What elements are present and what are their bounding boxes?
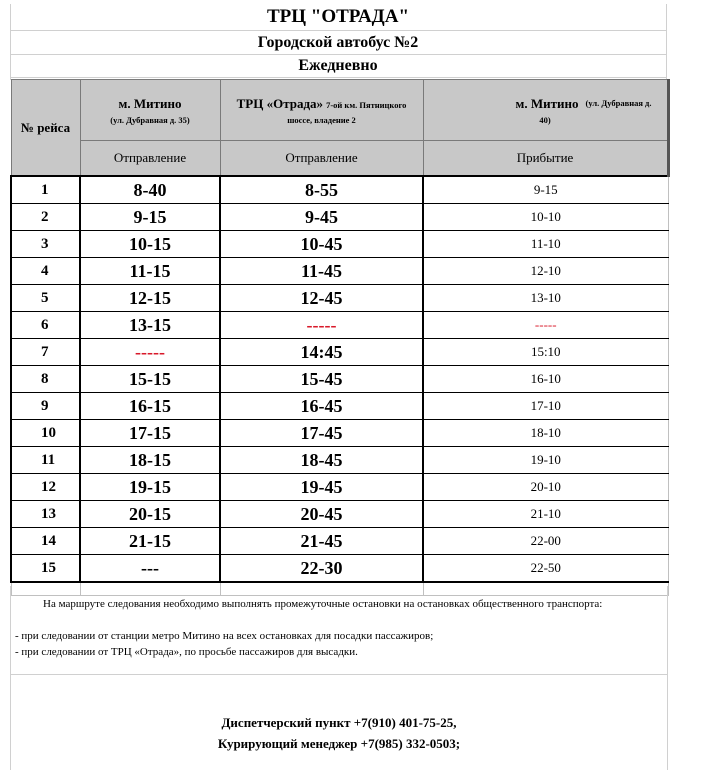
contacts [10, 675, 668, 770]
departure-otrada: ----- [220, 312, 423, 339]
page-title: ТРЦ "ОТРАДА" [10, 4, 666, 31]
departure-mitino: 20-15 [80, 501, 220, 528]
arrival-header-mitino: Прибытие [423, 140, 668, 176]
trip-row [11, 339, 668, 366]
trip-number: 15 [11, 555, 80, 583]
trip-number: 6 [11, 312, 80, 339]
arrival-mitino: 11-10 [423, 231, 668, 258]
departure-mitino: 8-40 [80, 176, 220, 204]
trip-row [11, 231, 668, 258]
trip-number: 3 [11, 231, 80, 258]
departure-mitino: 16-15 [80, 393, 220, 420]
dispatcher-contact: Диспетчерский пункт +7(910) 401-75-25, [221, 715, 457, 730]
trip-row [11, 528, 668, 555]
departure-mitino: --- [80, 555, 220, 583]
departure-otrada: 20-45 [220, 501, 423, 528]
schedule-table [10, 79, 670, 596]
departure-mitino: 9-15 [80, 204, 220, 231]
departure-mitino: 10-15 [80, 231, 220, 258]
departure-mitino: 13-15 [80, 312, 220, 339]
manager-contact: Курирующий менеджер +7(985) 332-0503; [217, 736, 461, 751]
departure-mitino: 12-15 [80, 285, 220, 312]
trip-number: 9 [11, 393, 80, 420]
departure-otrada: 16-45 [220, 393, 423, 420]
trip-number: 13 [11, 501, 80, 528]
departure-otrada: 9-45 [220, 204, 423, 231]
trip-number: 5 [11, 285, 80, 312]
trip-row [11, 312, 668, 339]
trip-number: 11 [11, 447, 80, 474]
arrival-mitino: 22-50 [423, 555, 668, 583]
stop-mitino-35-name: м. Митино [118, 96, 182, 111]
departure-mitino: 15-15 [80, 366, 220, 393]
departure-otrada: 21-45 [220, 528, 423, 555]
trip-number-header: № рейса [11, 80, 80, 177]
departure-otrada: 12-45 [220, 285, 423, 312]
departure-mitino: 17-15 [80, 420, 220, 447]
trip-row [11, 366, 668, 393]
departure-mitino: 18-15 [80, 447, 220, 474]
departure-otrada: 19-45 [220, 474, 423, 501]
departure-header-otrada: Отправление [220, 140, 423, 176]
arrival-mitino: 9-15 [423, 176, 668, 204]
trip-number: 4 [11, 258, 80, 285]
arrival-mitino: 20-10 [423, 474, 668, 501]
header-frame-right [666, 4, 667, 80]
trip-row [11, 204, 668, 231]
departure-mitino: ----- [80, 339, 220, 366]
stop-mitino-40-name: м. Митино [515, 96, 579, 111]
departure-otrada: 17-45 [220, 420, 423, 447]
trip-number: 1 [11, 176, 80, 204]
schedule-rows [11, 176, 668, 582]
trip-row [11, 555, 668, 583]
departure-otrada: 14:45 [220, 339, 423, 366]
trip-row [11, 474, 668, 501]
arrival-mitino: 19-10 [423, 447, 668, 474]
stop-mitino-40-address-line2: 40) [539, 115, 551, 125]
trip-row [11, 420, 668, 447]
trip-number: 7 [11, 339, 80, 366]
route-subtitle: Городской автобус №2 [10, 31, 666, 55]
trip-row [11, 447, 668, 474]
departure-otrada: 10-45 [220, 231, 423, 258]
schedule-days: Ежедневно [10, 55, 666, 78]
arrival-mitino: 18-10 [423, 420, 668, 447]
departure-otrada: 22-30 [220, 555, 423, 583]
trip-row [11, 285, 668, 312]
arrival-mitino: 15:10 [423, 339, 668, 366]
arrival-mitino: 10-10 [423, 204, 668, 231]
trip-row [11, 258, 668, 285]
departure-otrada: 15-45 [220, 366, 423, 393]
arrival-mitino: 21-10 [423, 501, 668, 528]
notes-intro: На маршруте следования необходимо выполнять промежуточные остановки на остановках общественного транспорта: [43, 598, 603, 610]
arrival-mitino: 12-10 [423, 258, 668, 285]
arrival-mitino: 22-00 [423, 528, 668, 555]
trip-number: 14 [11, 528, 80, 555]
trip-row [11, 501, 668, 528]
stop-mitino-40-header [423, 80, 668, 141]
stop-otrada-header [220, 80, 423, 141]
trip-number: 2 [11, 204, 80, 231]
arrival-mitino: 13-10 [423, 285, 668, 312]
departure-mitino: 21-15 [80, 528, 220, 555]
departure-mitino: 19-15 [80, 474, 220, 501]
stop-otrada-name: ТРЦ «Отрада» [236, 96, 324, 111]
departure-header-mitino: Отправление [80, 140, 220, 176]
arrival-mitino: 17-10 [423, 393, 668, 420]
arrival-mitino: ----- [423, 312, 668, 339]
route-notes [10, 586, 668, 675]
trip-row [11, 393, 668, 420]
arrival-mitino: 16-10 [423, 366, 668, 393]
departure-otrada: 8-55 [220, 176, 423, 204]
trip-number: 10 [11, 420, 80, 447]
trip-row [11, 176, 668, 204]
notes-item-boarding: - при следовании от станции метро Митино на всех остановках для посадки пассажиров; [15, 630, 434, 642]
departure-otrada: 18-45 [220, 447, 423, 474]
stop-mitino-35-address: (ул. Дубравная д. 35) [110, 115, 190, 125]
departure-otrada: 11-45 [220, 258, 423, 285]
notes-item-alighting: - при следовании от ТРЦ «Отрада», по просьбе пассажиров для высадки. [15, 646, 358, 658]
trip-number: 12 [11, 474, 80, 501]
stop-mitino-40-address-line1: (ул. Дубравная д. [585, 98, 652, 108]
stop-mitino-35-header [80, 80, 220, 141]
trip-number: 8 [11, 366, 80, 393]
departure-mitino: 11-15 [80, 258, 220, 285]
stop-otrada-address-line1: 7-ой км. Пятницкого [326, 100, 407, 110]
stop-otrada-address-line2: шоссе, владение 2 [287, 115, 356, 125]
